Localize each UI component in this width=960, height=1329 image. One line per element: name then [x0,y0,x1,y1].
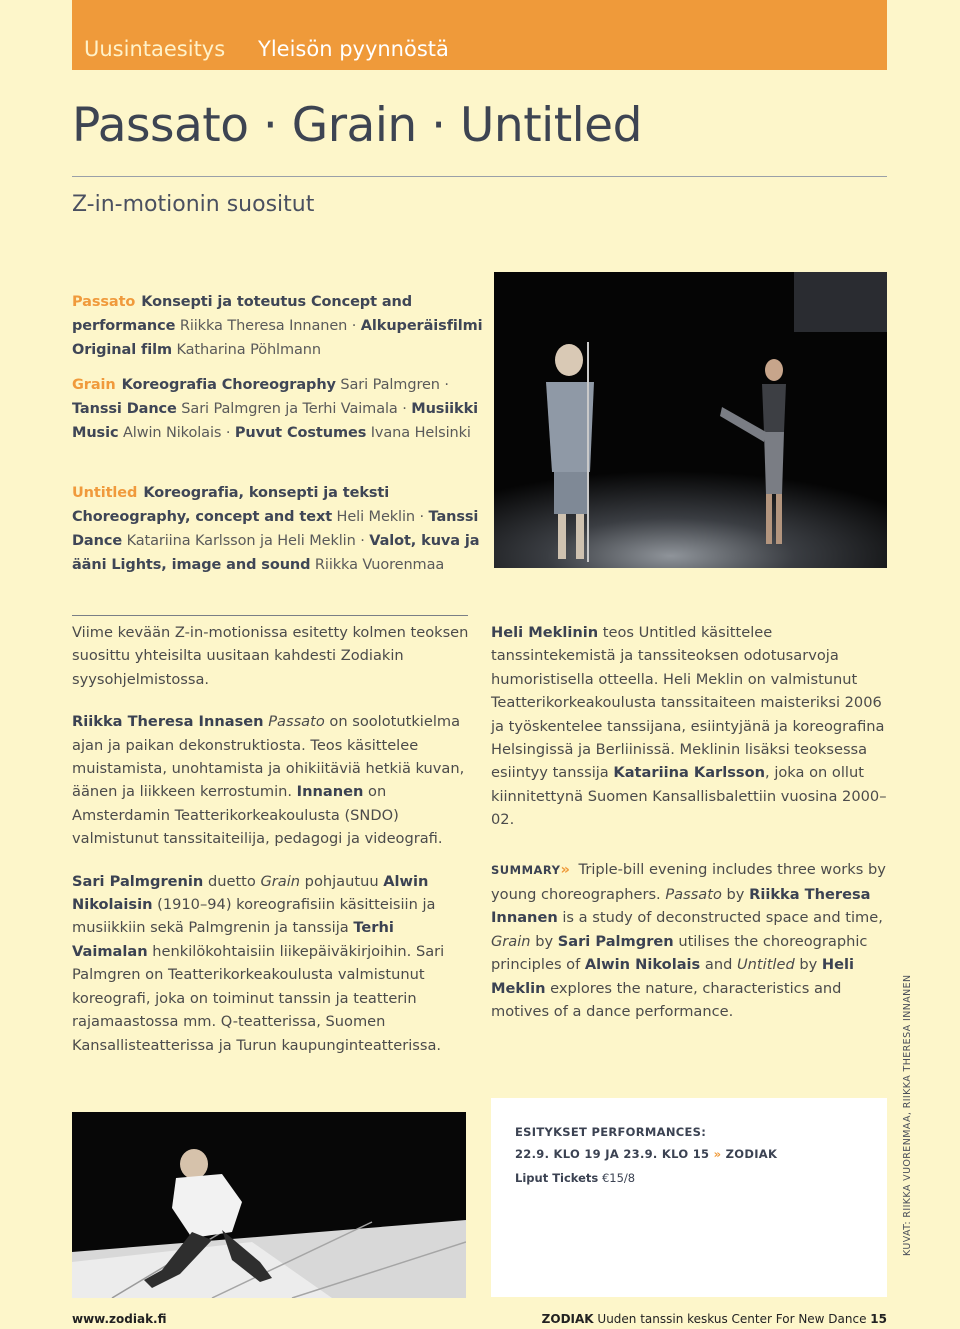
credit-role: Puvut Costumes [234,425,367,441]
credit-role: Alkuperäisfilmi Original film [72,318,483,358]
person-name: Meklinin [679,741,741,759]
credit-role: Musiikki Music [72,401,479,441]
summary-text: and [700,956,737,973]
person-name: Sari Palmgrenin [72,872,204,890]
credit-role: Valot, kuva ja ääni Lights, image and sound [72,533,480,573]
person-name: Heli Meklin [491,956,855,997]
summary-text: utilises the choreographic principles of [491,932,868,973]
performances-heading: ESITYKSET PERFORMANCES: [515,1125,707,1139]
ticket-info [515,1171,635,1185]
credit-value: Riikka Vuorenmaa [310,557,445,573]
person-name: Riikka Theresa Innasen [72,713,264,731]
work-title: Passato [665,885,722,903]
tickets-price: €15/8 [601,1171,636,1185]
credit-value: Katharina Pöhlmann [171,342,321,358]
paragraph [72,621,472,691]
page-number: 15 [870,1312,887,1326]
article-column-2 [491,621,891,851]
dates-text: 22.9. KLO 19 JA 23.9. KLO 15 [515,1147,710,1161]
summary-text: by [721,885,750,903]
org-name: ZODIAK [541,1312,594,1326]
performance-dates [515,1147,777,1161]
paragraph-text: , joka on ollut kiinnitettynä Suomen Kansallisbalettiin vuosina 2000–02. [491,764,887,829]
banner-label-request: Yleisön pyynnöstä [258,37,449,61]
paragraph-text: lisäksi teoksessa esiintyy tanssija [491,741,868,782]
work-title: Grain [491,932,531,950]
credit-work-title: Grain [72,377,116,393]
summary-text: explores the nature, characteristics and motives of a dance performance. [491,979,842,1020]
header-banner [72,0,887,70]
banner-label-repeat: Uusintaesitys [84,37,226,61]
credit-role: Tanssi Dance [72,401,177,417]
article-column-1 [72,621,472,1076]
person-name: Alwin Nikolaisin [72,872,429,914]
paragraph-text: on Amsterdamin Teatterikorkeakoulusta (SNDO) valmistunut tanssitaiteilija, pedagogi ja videografi. [72,783,443,848]
credit-role: Koreografia Choreography [121,377,336,393]
credit-value: Katariina Karlsson ja Heli Meklin · [122,533,370,549]
photo-credit: KUVAT: RIIKKA VUORENMAA, RIIKKA THERESA INNANEN [902,974,913,1256]
credit-value: Ivana Helsinki [366,425,471,441]
person-name: Riikka Theresa Innanen [491,885,871,926]
paragraph-text: duetto [203,872,261,890]
paragraph-text: henkilökohtaisiin liikepäiväkirjoihin. [147,942,416,960]
paragraph [72,710,472,850]
footer-publisher [542,1312,887,1326]
body-divider [72,615,468,616]
credits-untitled [72,481,492,577]
performances-box [491,1098,887,1297]
credit-value: Alwin Nikolais · [118,425,235,441]
paragraph [72,870,472,1057]
paragraph-text: (1910–94) koreografisiin käsitteisiin ja musiikkiin sekä Palmgrenin ja tanssija [72,896,436,937]
title-divider [72,176,887,177]
person-name: Alwin Nikolais [584,956,701,973]
paragraph-text: on soolotutkielma ajan ja paikan dekonstruktiosta. Teos käsittelee muistamista, unohtamista ja ohikiitäviä hetkiä kuvan, äänen ja liikkeen kerrostumin. [72,713,465,801]
work-title: Untitled [736,956,795,973]
person-name: Katariina Karlsson [613,764,766,782]
credit-work-title: Passato [72,294,136,310]
person-name: Sari Palmgren [557,932,674,950]
person-name: Terhi Vaimalan [72,919,394,960]
paragraph-text: on valmistunut Teatterikorkeakoulusta tanssitaiteen maisteriksi 2006 ja työskentelee tanssijana, esiintyjänä ja koreografina Helsingissä ja Berliinissä. [491,670,885,759]
chevron-right-icon: » [560,861,570,878]
stage-photo-untitled [494,272,887,568]
page-subtitle: Z-in-motionin suositut [72,192,315,217]
org-description: Uuden tanssin keskus Center For New Dance [593,1312,871,1326]
paragraph-text: pohjautuu [300,872,384,890]
paragraph-text: Viime kevään Z-in-motionissa esitetty kolmen teoksen suosittu yhteisilta uusitaan kahdesti Zodiakin syysohjelmistossa. [72,624,469,688]
summary-text: by [794,956,822,973]
credit-value: Sari Palmgren ja Terhi Vaimala · [176,401,412,417]
venue-name: ZODIAK [725,1147,778,1161]
credit-value: Heli Meklin · [332,509,429,525]
credit-role: Tanssi Dance [72,509,479,549]
credit-role: Koreografia, konsepti ja teksti Choreography, concept and text [72,485,390,525]
person-name: Heli Meklinin [491,624,599,641]
paragraph [491,621,891,832]
credit-work-title: Untitled [72,485,138,501]
person-name: Sari Palmgren [72,942,445,984]
summary-text: by [530,932,558,950]
credit-value: Riikka Theresa Innanen · [175,318,361,334]
tickets-label: Liput Tickets [515,1171,599,1185]
stage-photo-passato [72,1112,466,1298]
person-name: Heli Meklin [663,670,744,688]
credits-passato [72,290,492,362]
work-title: Grain [260,872,301,890]
chevron-right-icon: » [713,1147,722,1161]
credits-grain [72,373,492,445]
page-title: Passato · Grain · Untitled [72,98,642,153]
credit-role: Konsepti ja toteutus Concept and performance [72,294,413,334]
paragraph-text: teos Untitled käsittelee tanssintekemistä ja tanssiteoksen odotusarvoja humoristisella otteella. [491,624,839,688]
summary-label: SUMMARY [491,863,561,877]
footer-url[interactable]: www.zodiak.fi [72,1312,167,1326]
work-title: Passato [268,713,325,731]
person-name: Innanen [296,783,364,801]
summary-text: Triple-bill evening includes three works by young choreographers. [491,861,886,903]
english-summary [491,858,891,1024]
summary-text: is a study of deconstructed space and time, [557,909,883,926]
paragraph-text: on Teatterikorkeakoulusta valmistunut koreografi, joka on toiminut tanssin ja teatterin rajamaastossa mm. Q-teatterissa, Suomen Kansallisteatterissa ja Turun kaupunginteatterissa. [72,966,442,1054]
credit-value: Sari Palmgren · [335,377,449,393]
